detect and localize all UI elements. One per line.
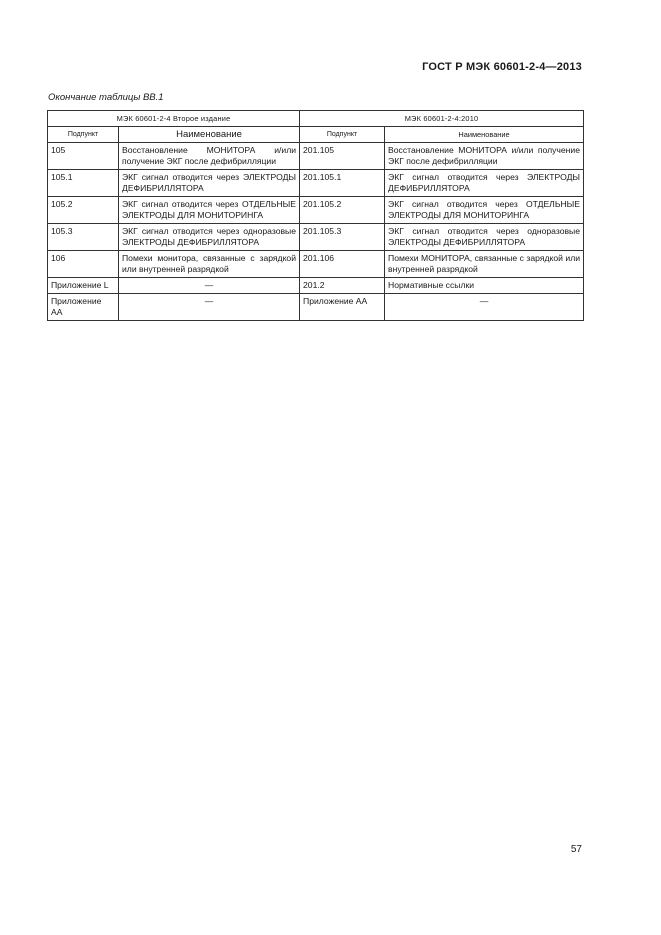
cell-subclause-right: 201.106 [300,251,385,278]
cell-subclause-right: Приложение АА [300,294,385,321]
cell-subclause-right: 201.105 [300,143,385,170]
column-header-name-right: Наименование [385,127,584,143]
cell-name-right: — [385,294,584,321]
comparison-table [47,110,584,321]
document-header: ГОСТ Р МЭК 60601-2-4—2013 [422,61,582,73]
cell-name-right: Восстановление МОНИТОРА и/или получение ЭКГ после дефибрилляции [385,143,584,170]
cell-name-right: ЭКГ сигнал отводится через ЭЛЕКТРОДЫ ДЕФИБРИЛЛЯТОРА [385,170,584,197]
cell-name-left: Восстановление МОНИТОРА и/или получение ЭКГ после дефибрилляции [119,143,300,170]
column-header-subclause-right: Подпункт [300,127,385,143]
cell-subclause-left: 105 [48,143,119,170]
group-header-left: МЭК 60601-2-4 Второе издание [48,111,300,127]
cell-name-right: Нормативные ссылки [385,278,584,294]
table-group-header-row [48,111,584,127]
cell-subclause-left: Приложение L [48,278,119,294]
table-row [48,143,584,170]
cell-name-left: ЭКГ сигнал отводится через одноразовые ЭЛЕКТРОДЫ ДЕФИБРИЛЛЯТОРА [119,224,300,251]
cell-subclause-right: 201.2 [300,278,385,294]
column-header-subclause-left: Подпункт [48,127,119,143]
cell-name-left: ЭКГ сигнал отводится через ЭЛЕКТРОДЫ ДЕФИБРИЛЛЯТОРА [119,170,300,197]
table-row [48,224,584,251]
cell-name-left: — [119,278,300,294]
cell-subclause-left: 105.3 [48,224,119,251]
table-row [48,170,584,197]
table-column-header-row [48,127,584,143]
page-number: 57 [570,844,582,855]
table-row [48,278,584,294]
table-caption: Окончание таблицы ВВ.1 [48,92,164,103]
cell-subclause-right: 201.105.1 [300,170,385,197]
table-row [48,197,584,224]
column-header-name-left: Наименование [119,127,300,143]
table-row [48,251,584,278]
cell-name-right: ЭКГ сигнал отводится через ОТДЕЛЬНЫЕ ЭЛЕКТРОДЫ ДЛЯ МОНИТОРИНГА [385,197,584,224]
cell-name-left: Помехи монитора, связанные с зарядкой или внутренней разрядкой [119,251,300,278]
cell-subclause-left: 106 [48,251,119,278]
table-row [48,294,584,321]
cell-name-left: — [119,294,300,321]
cell-name-right: Помехи МОНИТОРА, связанные с зарядкой или внутренней разрядкой [385,251,584,278]
cell-subclause-right: 201.105.2 [300,197,385,224]
cell-name-left: ЭКГ сигнал отводится через ОТДЕЛЬНЫЕ ЭЛЕКТРОДЫ ДЛЯ МОНИТОРИНГА [119,197,300,224]
cell-subclause-left: 105.2 [48,197,119,224]
cell-subclause-left: 105.1 [48,170,119,197]
cell-subclause-left: Приложение AA [48,294,119,321]
cell-subclause-right: 201.105.3 [300,224,385,251]
group-header-right: МЭК 60601-2-4:2010 [300,111,584,127]
cell-name-right: ЭКГ сигнал отводится через одноразовые ЭЛЕКТРОДЫ ДЕФИБРИЛЛЯТОРА [385,224,584,251]
